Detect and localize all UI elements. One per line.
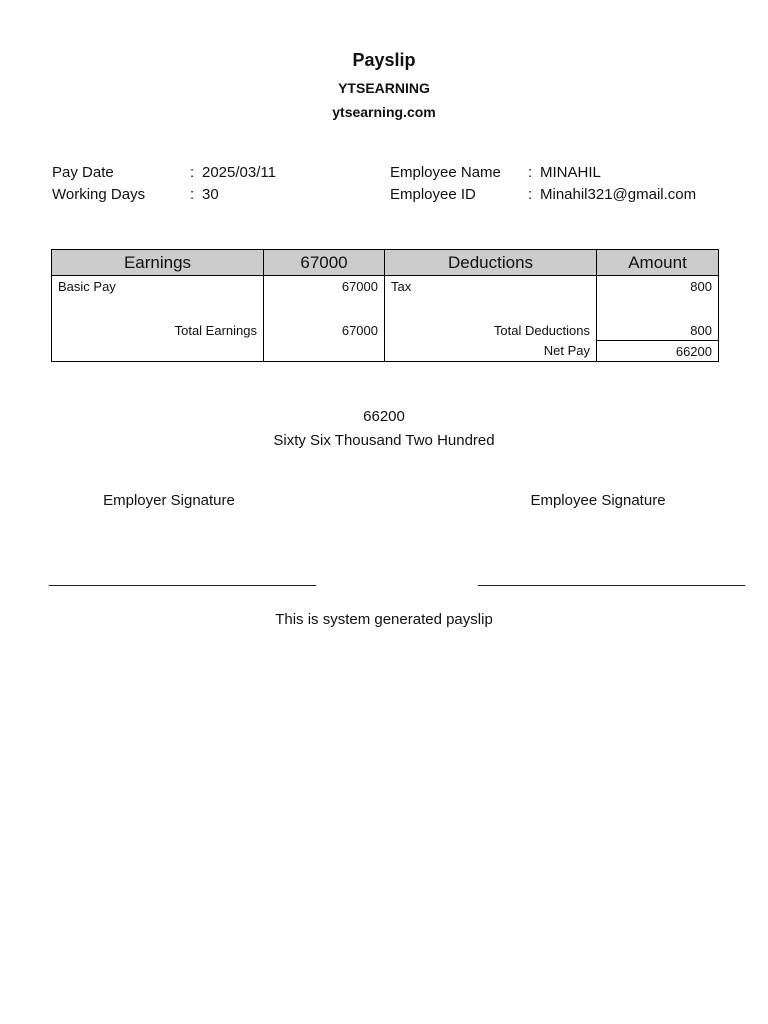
employee-id-label: Employee ID: [390, 186, 476, 203]
employer-signature-label: Employer Signature: [103, 492, 235, 509]
total-deductions-value: 800: [597, 320, 719, 341]
earning-item: Basic Pay: [52, 276, 264, 297]
pay-date-colon: :: [190, 164, 195, 181]
employer-signature-line: ________________________________: [49, 570, 316, 587]
totals-row: [52, 320, 719, 341]
net-pay-value: 66200: [597, 341, 719, 362]
employee-signature-line: ________________________________: [478, 570, 745, 587]
net-pay-in-words: Sixty Six Thousand Two Hundred: [273, 432, 495, 449]
table-spacer-row: [52, 296, 719, 320]
footer-note: This is system generated payslip: [275, 611, 493, 628]
page-title: Payslip: [352, 50, 416, 70]
amount-header: Amount: [597, 250, 719, 276]
employee-id-colon: :: [528, 186, 533, 203]
employee-name-colon: :: [528, 164, 533, 181]
pay-date-value: 2025/03/11: [202, 164, 276, 181]
payslip-table: [51, 249, 719, 362]
working-days-value: 30: [202, 186, 219, 203]
deductions-header: Deductions: [385, 250, 597, 276]
net-pay-row: [52, 341, 719, 362]
total-earnings-label: Total Earnings: [52, 320, 264, 341]
deduction-amount: 800: [597, 276, 719, 297]
earnings-header: Earnings: [52, 250, 264, 276]
working-days-colon: :: [190, 186, 195, 203]
pay-date-label: Pay Date: [52, 164, 114, 181]
employee-name-value: MINAHIL: [540, 164, 601, 181]
total-deductions-label: Total Deductions: [385, 320, 597, 341]
company-name: YTSEARNING: [338, 80, 430, 96]
earnings-amount-header: 67000: [264, 250, 385, 276]
employee-signature-label: Employee Signature: [530, 492, 666, 509]
table-header-row: [52, 250, 719, 276]
working-days-label: Working Days: [52, 186, 146, 203]
deduction-item: Tax: [385, 276, 597, 297]
net-pay-label: Net Pay: [385, 341, 597, 362]
earning-amount: 67000: [264, 276, 385, 297]
table-row: [52, 276, 719, 297]
employee-id-value: Minahil321@gmail.com: [540, 186, 697, 203]
employee-name-label: Employee Name: [390, 164, 501, 181]
total-earnings-value: 67000: [264, 320, 385, 341]
net-pay-number: 66200: [363, 408, 405, 425]
company-website: ytsearning.com: [332, 104, 436, 120]
